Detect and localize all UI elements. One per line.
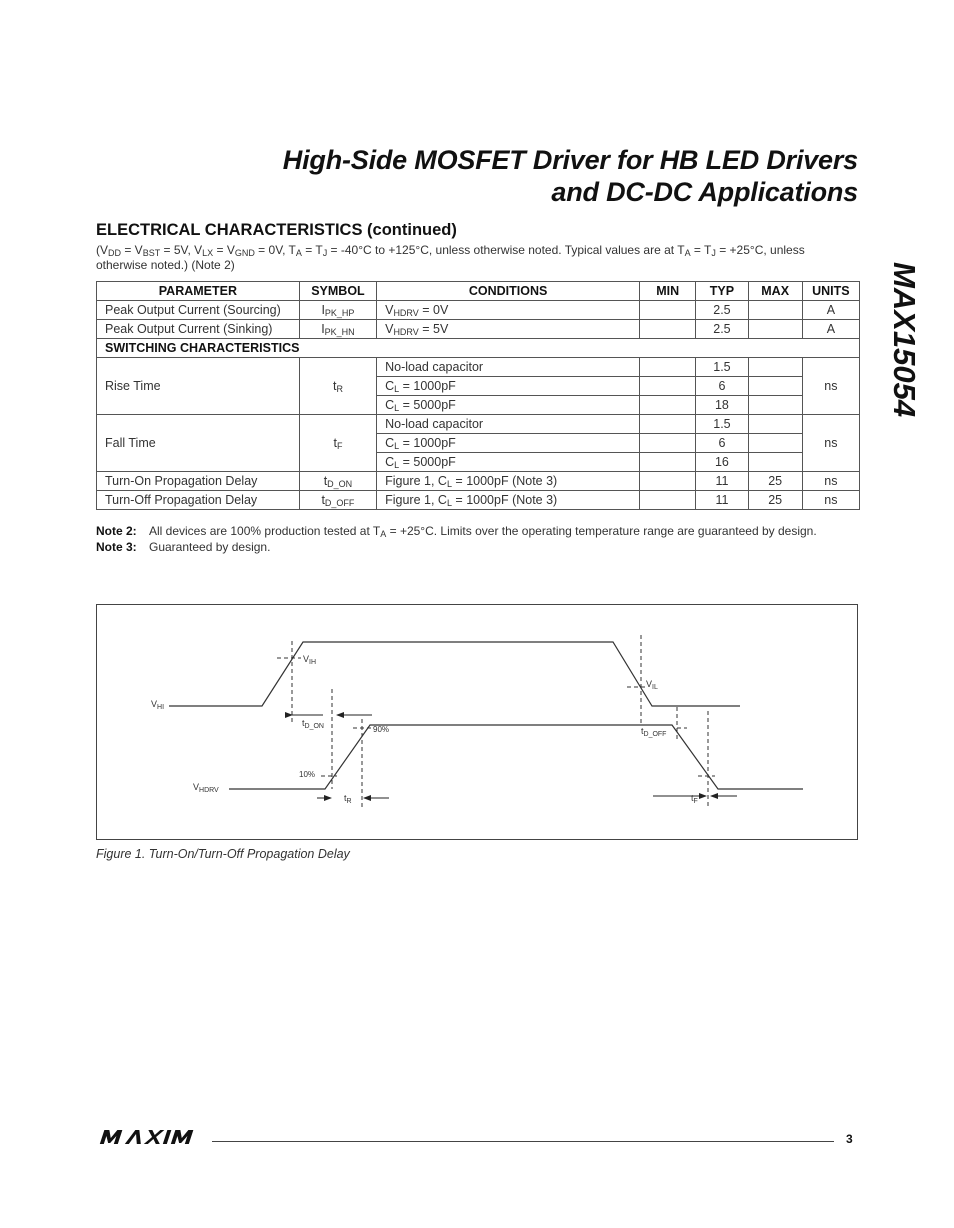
cell-typ: 6 (696, 377, 748, 396)
cell-min (640, 415, 696, 434)
cell-typ: 11 (696, 491, 748, 510)
header-min: MIN (640, 282, 696, 301)
cell-units: A (802, 301, 859, 320)
cell-symbol: $t_{D\_OFF}$ (299, 491, 376, 510)
label-10: 10% (299, 770, 316, 779)
page-number: 3 (846, 1132, 853, 1146)
label-tf: $t_F$ (691, 793, 698, 805)
title-line-1: High-Side MOSFET Driver for HB LED Drivers (282, 145, 858, 175)
cell-parameter: Fall Time (97, 415, 300, 472)
header-units: UNITS (802, 282, 859, 301)
cell-min (640, 453, 696, 472)
cell-max (748, 320, 802, 339)
cell-conditions: Figure 1, $C_L = 1000pF$ (Note 3) (377, 472, 640, 491)
cell-units: A (802, 320, 859, 339)
cell-symbol: $I_{PK\_HP}$ (299, 301, 376, 320)
note-3-text: Guaranteed by design. (149, 540, 271, 554)
timing-diagram (97, 605, 857, 839)
cell-units: ns (802, 415, 859, 472)
cell-units: ns (802, 491, 859, 510)
cell-parameter: Peak Output Current (Sourcing) (97, 301, 300, 320)
table-row (97, 301, 860, 320)
cell-parameter: Rise Time (97, 358, 300, 415)
cell-symbol: $t_F$ (299, 415, 376, 472)
header-max: MAX (748, 282, 802, 301)
header-symbol: SYMBOL (299, 282, 376, 301)
cell-conditions: $C_L = 5000pF$ (377, 453, 640, 472)
vhi-waveform (169, 642, 740, 706)
vhdrv-waveform (229, 725, 803, 789)
cell-max (748, 396, 802, 415)
label-vhi: $V_{HI}$ (151, 699, 165, 711)
footer-rule (212, 1141, 834, 1142)
maxim-logo (97, 1128, 209, 1146)
cell-typ: 1.5 (696, 415, 748, 434)
header-parameter: PARAMETER (97, 282, 300, 301)
label-vil: $V_{IL}$ (646, 679, 658, 691)
cell-min (640, 301, 696, 320)
cell-parameter: Turn-Off Propagation Delay (97, 491, 300, 510)
note-2 (96, 524, 858, 539)
cell-typ: 18 (696, 396, 748, 415)
switching-characteristics-header: SWITCHING CHARACTERISTICS (97, 339, 860, 358)
label-tdoff: $t_{D\_OFF}$ (641, 726, 667, 738)
cell-typ: 1.5 (696, 358, 748, 377)
label-90: 90% (373, 725, 390, 734)
note-3-label: Note 3: (96, 540, 137, 554)
cell-min (640, 358, 696, 377)
cell-conditions: No-load capacitor (377, 358, 640, 377)
figure-caption: Figure 1. Turn-On/Turn-Off Propagation Delay (96, 847, 350, 861)
cell-typ: 16 (696, 453, 748, 472)
figure-1-box (96, 604, 858, 840)
cell-units: ns (802, 358, 859, 415)
cell-parameter: Peak Output Current (Sinking) (97, 320, 300, 339)
cell-min (640, 434, 696, 453)
cell-max (748, 377, 802, 396)
cell-conditions: Figure 1, $C_L = 1000pF$ (Note 3) (377, 491, 640, 510)
cell-max (748, 434, 802, 453)
table-row (97, 358, 860, 377)
note-2-text: All devices are 100% production tested at $T_A = +25^\circ C$. Limits over the operating temperature range are guaranteed by design. (149, 524, 817, 539)
cell-max (748, 358, 802, 377)
table-row (97, 320, 860, 339)
cell-parameter: Turn-On Propagation Delay (97, 472, 300, 491)
table-header-row (97, 282, 860, 301)
cell-typ: 6 (696, 434, 748, 453)
label-tr: $t_R$ (344, 793, 352, 805)
cell-min (640, 472, 696, 491)
section-title: ELECTRICAL CHARACTERISTICS (continued) (96, 221, 457, 239)
note-3 (96, 540, 858, 555)
cell-min (640, 377, 696, 396)
cell-max (748, 453, 802, 472)
label-vih: $V_{IH}$ (303, 654, 317, 666)
header-conditions: CONDITIONS (377, 282, 640, 301)
electrical-characteristics-table (96, 281, 860, 510)
label-vhdrv: $V_{HDRV}$ (193, 782, 219, 794)
side-part-number: MAX15054 (887, 262, 922, 418)
cell-conditions: $V_{HDRV} = 0V$ (377, 301, 640, 320)
table-row (97, 491, 860, 510)
title-line-2: and DC-DC Applications (551, 177, 858, 207)
cell-typ: 11 (696, 472, 748, 491)
cell-conditions: No-load capacitor (377, 415, 640, 434)
cell-min (640, 491, 696, 510)
cell-symbol: $t_{D\_ON}$ (299, 472, 376, 491)
note-2-label: Note 2: (96, 524, 137, 538)
cell-max (748, 415, 802, 434)
cell-symbol: $t_R$ (299, 358, 376, 415)
cell-min (640, 320, 696, 339)
cell-symbol: $I_{PK\_HN}$ (299, 320, 376, 339)
label-tdon: $t_{D\_ON}$ (302, 718, 324, 730)
cell-conditions: $C_L = 1000pF$ (377, 434, 640, 453)
table-row (97, 415, 860, 434)
notes (96, 524, 858, 556)
cell-max: 25 (748, 472, 802, 491)
cell-conditions: $C_L = 1000pF$ (377, 377, 640, 396)
test-conditions: ($V_{DD} = V_{BST} = 5V$, $V_{LX} = V_{GND} = 0V$, $T_A = T_J = -40^\circ C$ to +125°C, unless otherwise noted. Typical values are at $T_A = T_J = +25^\circ C$, unless otherwise noted.) (Note 2) (96, 243, 805, 272)
cell-max (748, 301, 802, 320)
cell-typ: 2.5 (696, 320, 748, 339)
cell-conditions: $C_L = 5000pF$ (377, 396, 640, 415)
cell-conditions: $V_{HDRV} = 5V$ (377, 320, 640, 339)
cell-typ: 2.5 (696, 301, 748, 320)
cell-min (640, 396, 696, 415)
cell-units: ns (802, 472, 859, 491)
cell-max: 25 (748, 491, 802, 510)
table-section-row (97, 339, 860, 358)
page-title (283, 144, 858, 208)
table-row (97, 472, 860, 491)
header-typ: TYP (696, 282, 748, 301)
